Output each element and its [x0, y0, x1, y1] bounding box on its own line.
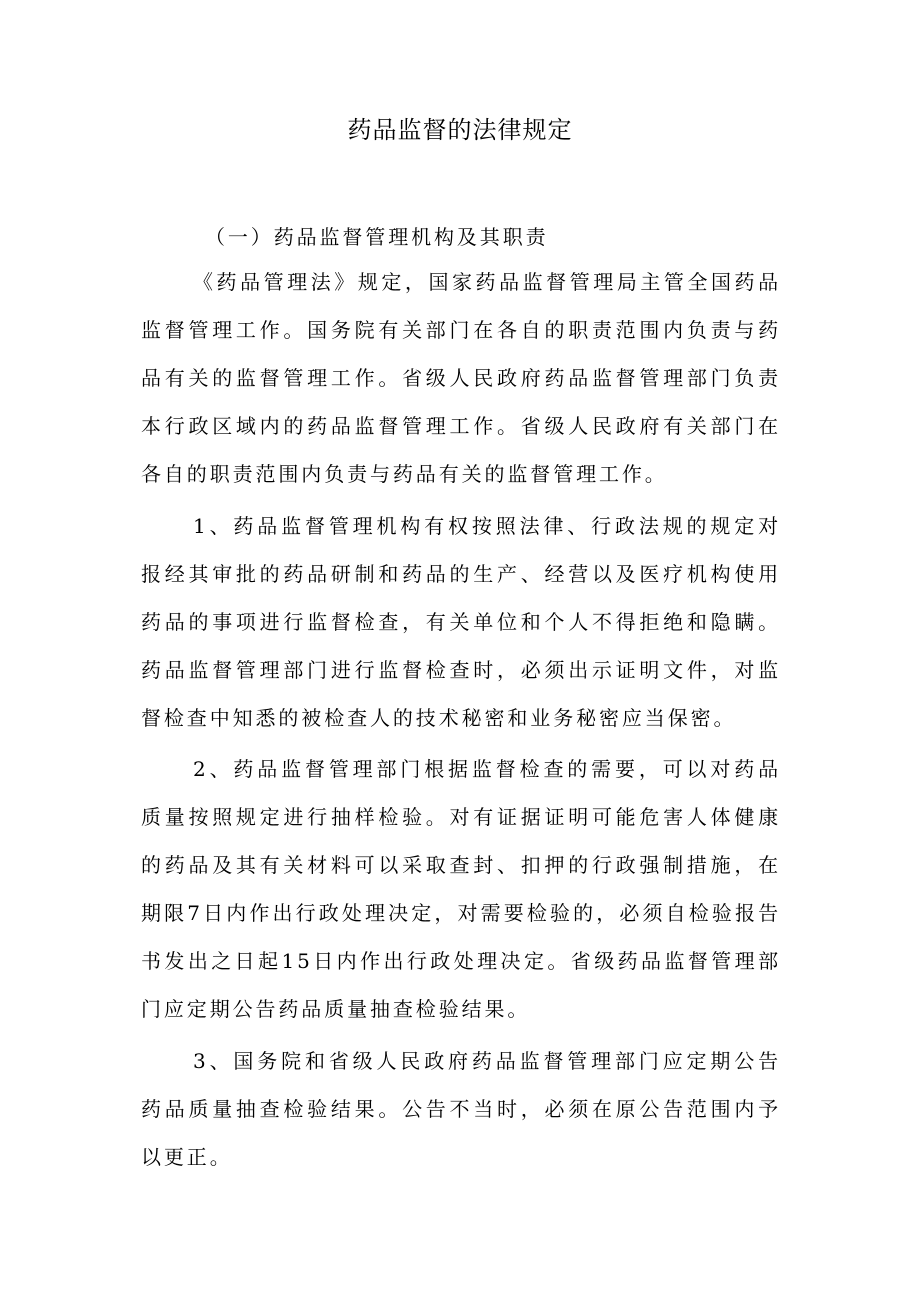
paragraph-block [141, 502, 781, 742]
paragraph-block [141, 1037, 781, 1181]
paragraph-item-1: 1、药品监督管理机构有权按照法律、行政法规的规定对报经其审批的药品研制和药品的生产、经营以及医疗机构使用药品的事项进行监督检查，有关单位和个人不得拒绝和隐瞒。药品监督管理部门进行监督检查时，必须出示证明文件，对监督检查中知悉的被检查人的技术秘密和业务秘密应当保密。 [141, 514, 781, 730]
paragraph-item-3: 3、国务院和省级人民政府药品监督管理部门应定期公告药品质量抽查检验结果。公告不当时，必须在原公告范围内予以更正。 [141, 1049, 781, 1169]
paragraph-block [141, 258, 781, 498]
paragraph-item-2: 2、药品监督管理部门根据监督检查的需要，可以对药品质量按照规定进行抽样检验。对有证据证明可能危害人体健康的药品及其有关材料可以采取查封、扣押的行政强制措施，在期限7日内作出行政处理决定，对需要检验的，必须自检验报告书发出之日起15日内作出行政处理决定。省级药品监督管理部门应定期公告药品质量抽查检验结果。 [141, 757, 781, 1021]
section-heading: （一）药品监督管理机构及其职责 [205, 225, 549, 249]
document-title: 药品监督的法律规定 [347, 116, 573, 144]
paragraph-block [141, 745, 781, 1033]
paragraph-intro: 《药品管理法》规定，国家药品监督管理局主管全国药品监督管理工作。国务院有关部门在各自的职责范围内负责与药品有关的监督管理工作。省级人民政府药品监督管理部门负责本行政区域内的药品监督管理工作。省级人民政府有关部门在各自的职责范围内负责与药品有关的监督管理工作。 [141, 270, 781, 486]
